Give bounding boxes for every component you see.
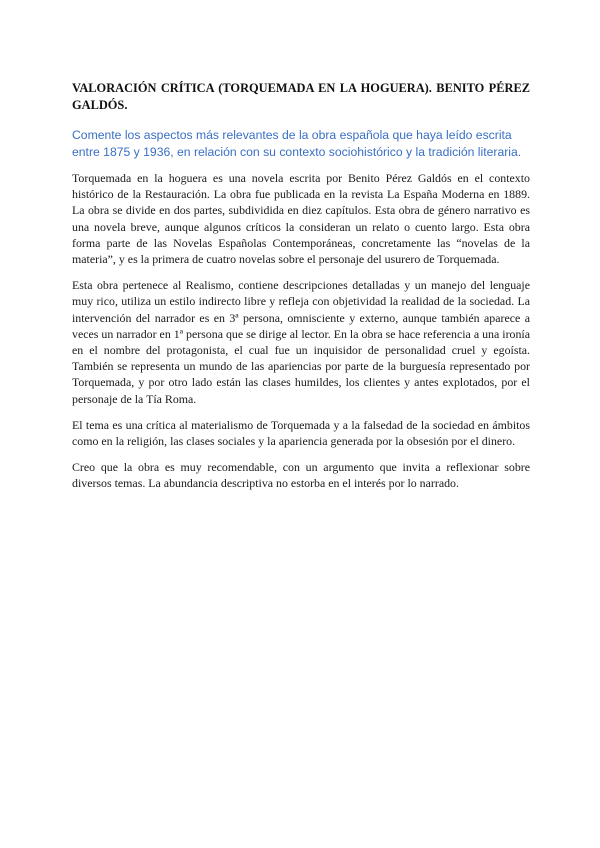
paragraph-realism: Esta obra pertenece al Realismo, contiene descripciones detalladas y un manejo del lenguaje muy rico, utiliza un estilo indirecto libre y refleja con objetividad la realidad de la sociedad. La intervención del narrador es en 3ª persona, omnisciente y externo, aunque también aparece a veces un narrador en 1ª persona que se dirige al lector. En la obra se hace referencia a una ironía en el nombre del protagonista, el cual fue un inquisidor de personalidad cruel y egoísta. También se representa un mundo de las apariencias por parte de la burguesía representado por Torquemada, y por otro lado están las clases humildes, los clientes y antes explotados, por el personaje de la Tía Roma. — [72, 278, 530, 406]
document-body — [72, 80, 530, 502]
document-title: VALORACIÓN CRÍTICA (TORQUEMADA EN LA HOGUERA). BENITO PÉREZ GALDÓS. — [72, 81, 530, 112]
exam-prompt: Comente los aspectos más relevantes de la obra española que haya leído escrita entre 1875 y 1936, en relación con su contexto sociohistórico y la tradición literaria. — [72, 128, 522, 159]
paragraph-opinion: Creo que la obra es muy recomendable, con un argumento que invita a reflexionar sobre diversos temas. La abundancia descriptiva no estorba en el interés por lo narrado. — [72, 460, 530, 491]
paragraph-theme: El tema es una crítica al materialismo de Torquemada y a la falsedad de la sociedad en ámbitos como en la religión, las clases sociales y la apariencia generada por la obsesión por el dinero. — [72, 417, 530, 449]
paragraph-context: Torquemada en la hoguera es una novela escrita por Benito Pérez Galdós en el contexto histórico de la Restauración. La obra fue publicada en la revista La España Moderna en 1889. La obra se divide en dos partes, subdividida en diez capítulos. Esta obra de género narrativo es una novela breve, aunque algunos críticos la consideran un relato o cuento largo. Esta obra forma parte de las Novelas Españolas Contemporáneas, concretamente las “novelas de la materia”, y es la primera de cuatro novelas sobre el personaje del usurero de Torquemada. — [72, 171, 530, 267]
